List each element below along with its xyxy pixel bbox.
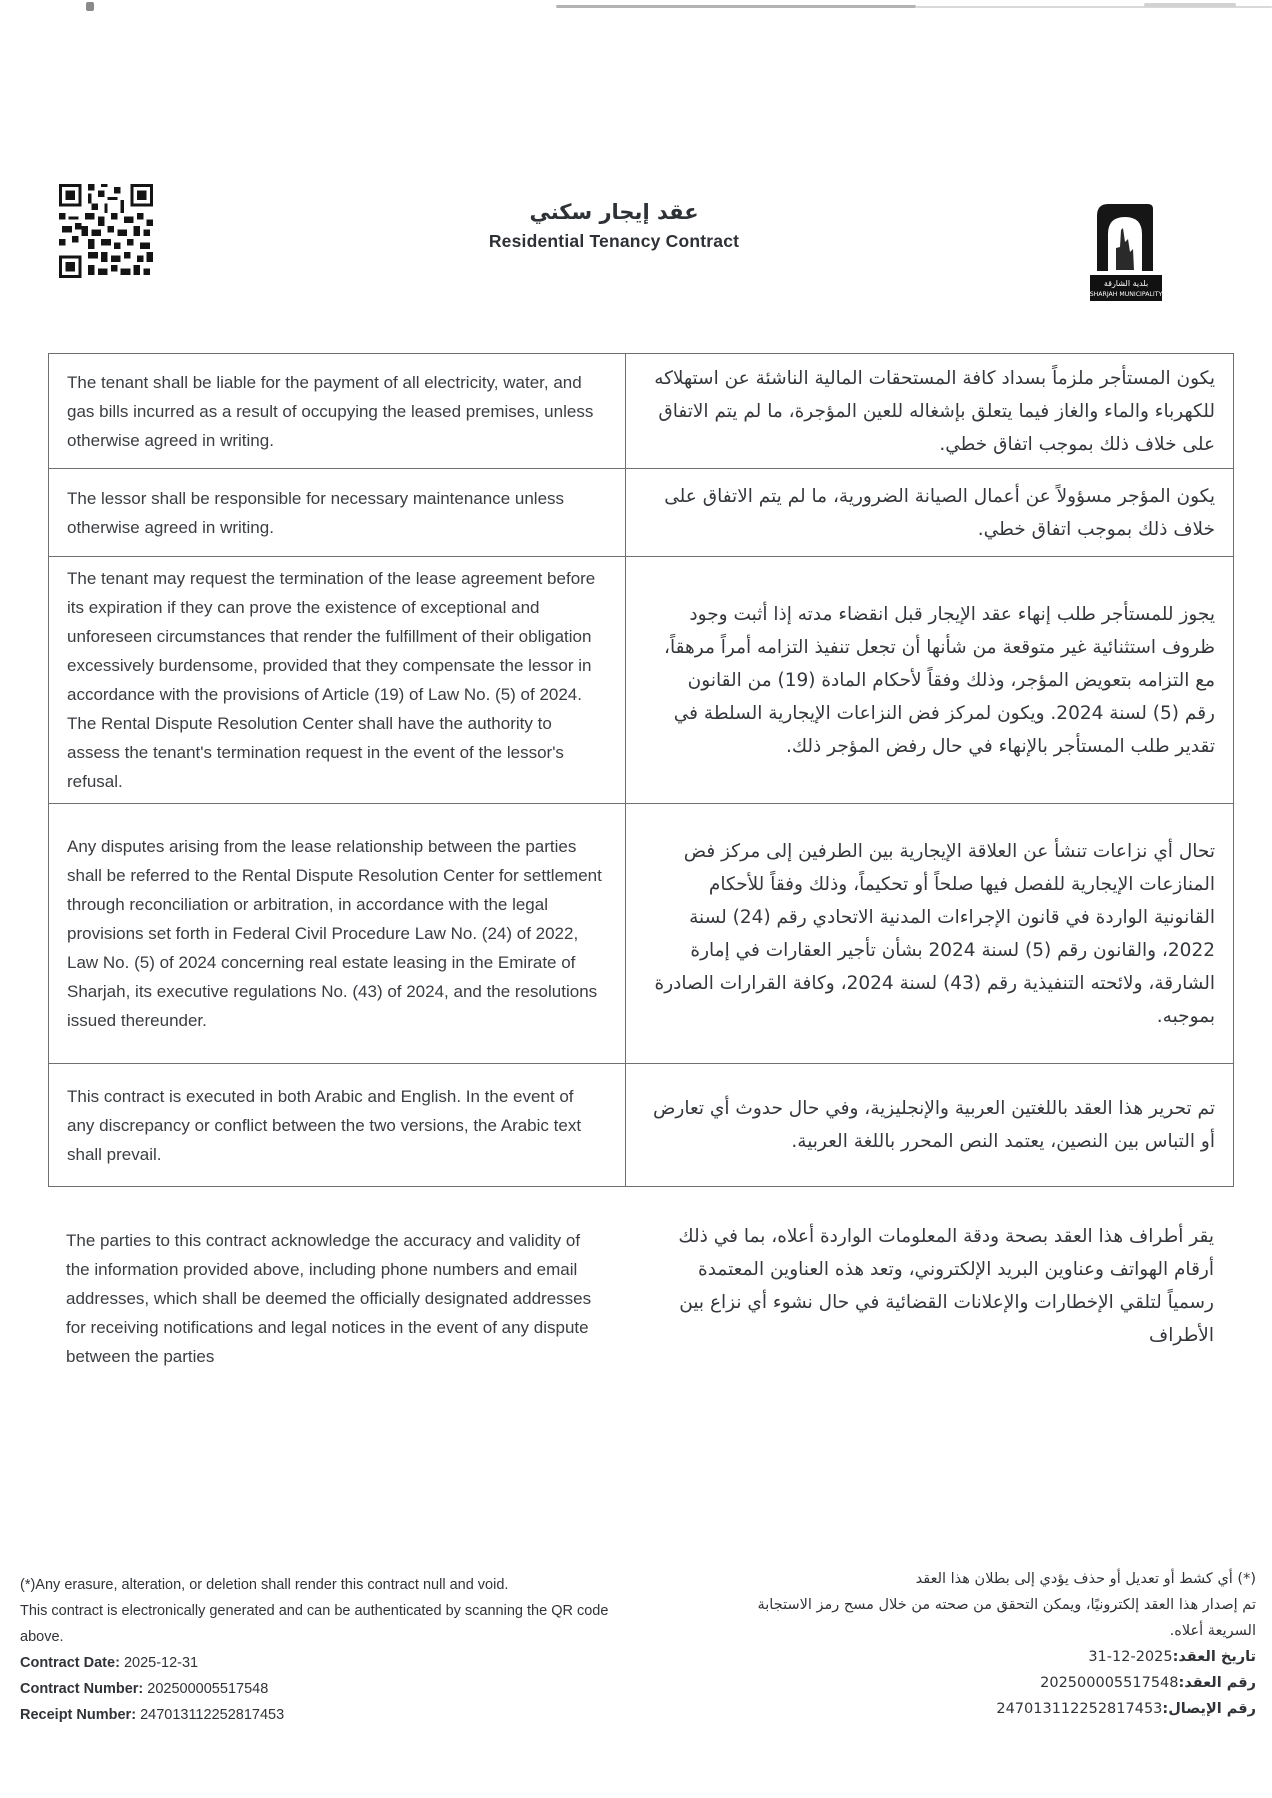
receipt-number-label: Receipt Number: <box>20 1707 137 1723</box>
table-row <box>49 804 1233 1064</box>
logo-english-name: SHARJAH MUNICIPALITY <box>1089 291 1163 298</box>
sharjah-municipality-logo <box>1082 194 1168 308</box>
table-row <box>49 469 1233 557</box>
title-english: Residential Tenancy Contract <box>488 231 740 251</box>
scan-artifact <box>86 2 94 11</box>
contract-date-line <box>20 1650 634 1676</box>
receipt-number-value: 247013112252817453 <box>140 1707 285 1723</box>
logo-arabic-name: بلدية الشارقة <box>1103 279 1149 288</box>
contract-number-value: 202500005517548 <box>147 1681 269 1697</box>
footer-note-erasure: (*)Any erasure, alteration, or deletion shall render this contract null and void. <box>20 1577 509 1593</box>
scan-artifact <box>1144 3 1236 7</box>
contract-number-label: Contract Number: <box>20 1681 144 1697</box>
receipt-number-value-ar: 247013112252817453 <box>996 1701 1163 1717</box>
contract-date-value-ar: 2025-12-31 <box>1088 1649 1173 1665</box>
footer-note-authentication-ar: تم إصدار هذا العقد إلكترونيًا، ويمكن التحقق من صحته من خلال مسح رمز الاستجابة السريعة أعلاه. <box>757 1597 1256 1639</box>
clause-arabic: يجوز للمستأجر طلب إنهاء عقد الإيجار قبل انقضاء مدته إذا أثبت وجود ظروف استثنائية غير متوقعة من شأنها أن تجعل تنفيذ التزامه أمراً مرهقاً، مع التزامه بتعويض المؤجر، وذلك وفقاً لأحكام المادة (19) من القانون رقم (5) لسنة 2024. ويكون لمركز فض النزاعات الإيجارية السلطة في تقدير طلب المستأجر بالإنهاء في حال رفض المؤجر ذلك. <box>664 603 1215 757</box>
clause-arabic: تحال أي نزاعات تنشأ عن العلاقة الإيجارية بين الطرفين إلى مركز فض المنازعات الإيجارية للفصل فيها صلحاً أو تحكيماً، وذلك وفقاً للأحكام القانونية الواردة في قانون الإجراءات المدنية الاتحادي رقم (24) لسنة 2022، والقانون رقم (5) لسنة 2024 بشأن تأجير العقارات في إمارة الشارقة، ولائحته التنفيذية رقم (43) لسنة 2024، وكافة القرارات الصادرة بموجبه. <box>654 840 1215 1027</box>
footer-note-authentication: This contract is electronically generated and can be authenticated by scanning the QR code above. <box>20 1603 609 1645</box>
clause-arabic: يكون المؤجر مسؤولاً عن أعمال الصيانة الضرورية، ما لم يتم الاتفاق على خلاف ذلك بموجب اتفاق خطي. <box>664 485 1215 540</box>
acknowledgment-english: The parties to this contract acknowledge the accuracy and validity of the information provided above, including phone numbers and email addresses, which shall be deemed the officially designated addresses for receiving notifications and legal notices in the event of any dispute between the parties <box>66 1231 592 1366</box>
scan-artifact <box>556 5 916 8</box>
clause-arabic: يكون المستأجر ملزماً بسداد كافة المستحقات المالية الناشئة عن استهلاكه للكهرباء والماء والغاز فيما يتعلق بإشغاله للعين المؤجرة، ما لم يتم الاتفاق على خلاف ذلك بموجب اتفاق خطي. <box>654 367 1215 455</box>
table-row <box>49 557 1233 804</box>
contract-number-line <box>20 1676 634 1702</box>
contract-number-line-ar <box>711 1670 1256 1696</box>
acknowledgment-arabic: يقر أطراف هذا العقد بصحة ودقة المعلومات الواردة أعلاه، بما في ذلك أرقام الهواتف وعناوين البريد الإلكتروني، وتعد هذه العناوين المعتمدة رسمياً لتلقي الإخطارات والإعلانات القضائية في حال نشوء أي نزاع بين الأطراف <box>678 1226 1214 1346</box>
table-row <box>49 1064 1233 1186</box>
title-arabic: عقد إيجار سكني <box>529 200 699 224</box>
clauses-table <box>48 353 1234 1187</box>
clause-arabic: تم تحرير هذا العقد باللغتين العربية والإنجليزية، وفي حال حدوث أي تعارض أو التباس بين النصين، يعتمد النص المحرر باللغة العربية. <box>653 1098 1215 1152</box>
footer-arabic <box>711 1566 1256 1722</box>
footer-english <box>20 1572 634 1728</box>
receipt-number-line-ar <box>711 1696 1256 1722</box>
footer-note-erasure-ar: (*) أي كشط أو تعديل أو حذف يؤدي إلى بطلان هذا العقد <box>915 1571 1256 1587</box>
clause-english: This contract is executed in both Arabic and English. In the event of any discrepancy or conflict between the two versions, the Arabic text shall prevail. <box>49 1064 626 1186</box>
acknowledgment-section <box>48 1212 1232 1371</box>
clause-english: The tenant may request the termination of the lease agreement before its expiration if they can prove the existence of exceptional and unforeseen circumstances that render the fulfillment of their obligation excessively burdensome, provided that they compensate the lessor in accordance with the provisions of Article (19) of Law No. (5) of 2024. The Rental Dispute Resolution Center shall have the authority to assess the tenant's termination request in the event of the lessor's refusal. <box>49 557 626 803</box>
contract-number-label-ar: رقم العقد: <box>1178 1675 1256 1691</box>
clause-english: The lessor shall be responsible for necessary maintenance unless otherwise agreed in writing. <box>49 469 626 556</box>
contract-number-value-ar: 202500005517548 <box>1040 1675 1179 1691</box>
contract-date-line-ar <box>711 1644 1256 1670</box>
clause-english: Any disputes arising from the lease relationship between the parties shall be referred to the Rental Dispute Resolution Center for settlement through reconciliation or arbitration, in accordance with the legal provisions set forth in Federal Civil Procedure Law No. (24) of 2022, Law No. (5) of 2024 concerning real estate leasing in the Emirate of Sharjah, its executive regulations No. (43) of 2024, and the resolutions issued thereunder. <box>49 804 626 1063</box>
clause-english: The tenant shall be liable for the payment of all electricity, water, and gas bills incurred as a result of occupying the leased premises, unless otherwise agreed in writing. <box>49 354 626 468</box>
table-row <box>49 354 1233 469</box>
contract-date-value: 2025-12-31 <box>123 1655 199 1671</box>
contract-date-label-ar: تاريخ العقد: <box>1172 1649 1256 1665</box>
receipt-number-line <box>20 1702 634 1728</box>
contract-date-label: Contract Date: <box>20 1655 120 1671</box>
document-title <box>0 200 1250 252</box>
receipt-number-label-ar: رقم الإيصال: <box>1162 1701 1256 1717</box>
